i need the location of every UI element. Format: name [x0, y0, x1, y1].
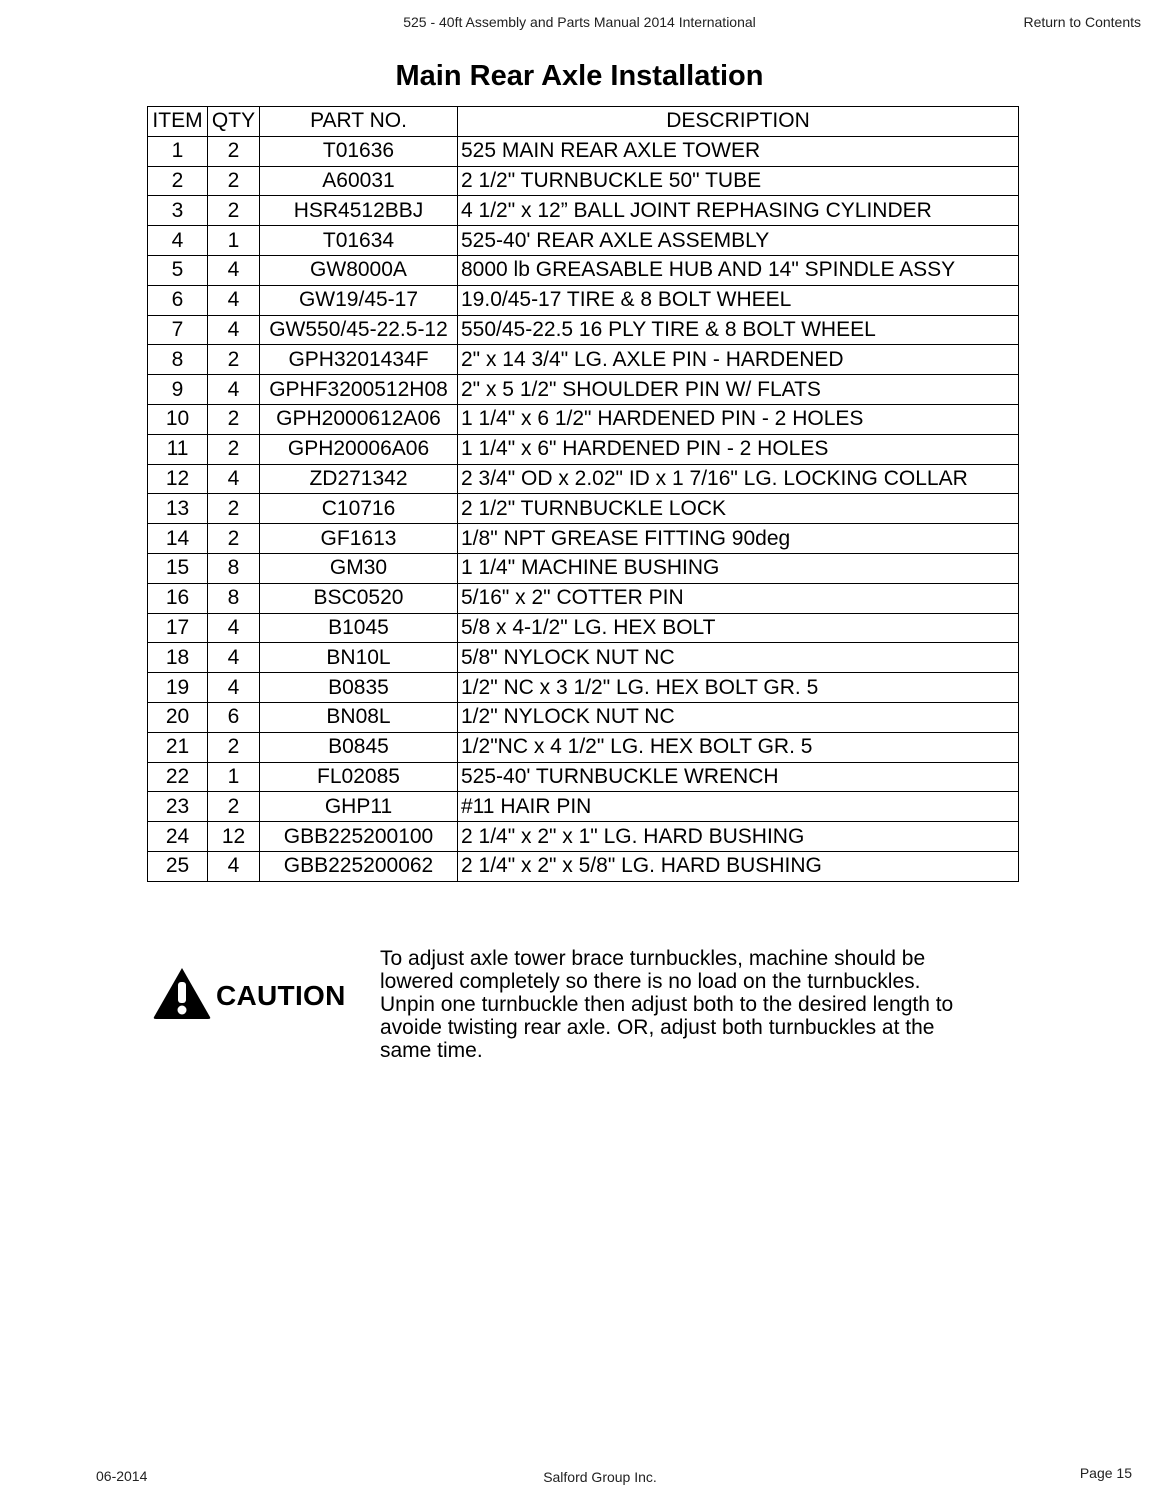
- cell-item: 21: [148, 732, 208, 762]
- table-row: [148, 434, 1019, 464]
- cell-part-no: B1045: [260, 613, 458, 643]
- cell-item: 22: [148, 762, 208, 792]
- cell-item: 5: [148, 255, 208, 285]
- cell-part-no: HSR4512BBJ: [260, 196, 458, 226]
- cell-part-no: FL02085: [260, 762, 458, 792]
- cell-qty: 8: [208, 553, 260, 583]
- cell-part-no: ZD271342: [260, 464, 458, 494]
- caution-label-group: [152, 966, 346, 1025]
- cell-item: 19: [148, 673, 208, 703]
- cell-part-no: BN08L: [260, 702, 458, 732]
- cell-part-no: A60031: [260, 166, 458, 196]
- cell-qty: 2: [208, 404, 260, 434]
- cell-item: 15: [148, 553, 208, 583]
- cell-part-no: GW19/45-17: [260, 285, 458, 315]
- cell-qty: 4: [208, 315, 260, 345]
- caution-text-line: Unpin one turnbuckle then adjust both to the desired length to: [380, 993, 954, 1016]
- cell-item: 4: [148, 226, 208, 256]
- cell-part-no: GW8000A: [260, 255, 458, 285]
- table-row: [148, 673, 1019, 703]
- cell-part-no: GW550/45-22.5-12: [260, 315, 458, 345]
- cell-qty: 12: [208, 822, 260, 852]
- cell-item: 3: [148, 196, 208, 226]
- table-row: [148, 255, 1019, 285]
- cell-part-no: GPHF3200512H08: [260, 375, 458, 405]
- cell-description: 5/8 x 4-1/2" LG. HEX BOLT: [458, 613, 1019, 643]
- table-row: [148, 404, 1019, 434]
- cell-part-no: GM30: [260, 553, 458, 583]
- table-row: [148, 643, 1019, 673]
- cell-qty: 8: [208, 583, 260, 613]
- warning-triangle-icon: [152, 966, 212, 1025]
- cell-qty: 2: [208, 434, 260, 464]
- cell-qty: 2: [208, 792, 260, 822]
- cell-part-no: B0845: [260, 732, 458, 762]
- caution-label: CAUTION: [216, 979, 346, 1011]
- cell-description: 1 1/4" x 6" HARDENED PIN - 2 HOLES: [458, 434, 1019, 464]
- table-row: [148, 613, 1019, 643]
- cell-qty: 1: [208, 226, 260, 256]
- caution-text-line: avoide twisting rear axle. OR, adjust both turnbuckles at the: [380, 1016, 935, 1039]
- cell-item: 17: [148, 613, 208, 643]
- cell-description: 5/16" x 2" COTTER PIN: [458, 583, 1019, 613]
- cell-description: 2 1/4" x 2" x 1" LG. HARD BUSHING: [458, 822, 1019, 852]
- table-row: [148, 583, 1019, 613]
- footer-date: 06-2014: [96, 1468, 148, 1484]
- cell-description: 525-40' TURNBUCKLE WRENCH: [458, 762, 1019, 792]
- table-row: [148, 196, 1019, 226]
- cell-part-no: GBB225200100: [260, 822, 458, 852]
- column-header-description: DESCRIPTION: [458, 107, 1019, 137]
- table-row: [148, 375, 1019, 405]
- cell-item: 24: [148, 822, 208, 852]
- cell-description: 2 1/2" TURNBUCKLE 50" TUBE: [458, 166, 1019, 196]
- table-row: [148, 285, 1019, 315]
- table-row: [148, 315, 1019, 345]
- table-row: [148, 494, 1019, 524]
- cell-item: 8: [148, 345, 208, 375]
- cell-qty: 2: [208, 494, 260, 524]
- cell-part-no: GF1613: [260, 524, 458, 554]
- cell-item: 7: [148, 315, 208, 345]
- cell-part-no: GPH2000612A06: [260, 404, 458, 434]
- cell-description: 1/8" NPT GREASE FITTING 90deg: [458, 524, 1019, 554]
- cell-qty: 2: [208, 166, 260, 196]
- cell-part-no: B0835: [260, 673, 458, 703]
- cell-description: 550/45-22.5 16 PLY TIRE & 8 BOLT WHEEL: [458, 315, 1019, 345]
- cell-description: 19.0/45-17 TIRE & 8 BOLT WHEEL: [458, 285, 1019, 315]
- caution-text-line: To adjust axle tower brace turnbuckles, machine should be: [380, 947, 926, 970]
- return-to-contents-link[interactable]: Return to Contents: [1023, 14, 1141, 30]
- cell-qty: 2: [208, 196, 260, 226]
- cell-item: 18: [148, 643, 208, 673]
- cell-description: #11 HAIR PIN: [458, 792, 1019, 822]
- cell-qty: 4: [208, 673, 260, 703]
- cell-item: 13: [148, 494, 208, 524]
- cell-part-no: BSC0520: [260, 583, 458, 613]
- cell-qty: 4: [208, 851, 260, 881]
- cell-description: 1 1/4" MACHINE BUSHING: [458, 553, 1019, 583]
- cell-description: 2 3/4" OD x 2.02" ID x 1 7/16" LG. LOCKING COLLAR: [458, 464, 1019, 494]
- cell-part-no: T01636: [260, 136, 458, 166]
- cell-qty: 4: [208, 375, 260, 405]
- cell-qty: 2: [208, 732, 260, 762]
- cell-item: 11: [148, 434, 208, 464]
- caution-text: [380, 947, 1020, 1062]
- cell-description: 2" x 5 1/2" SHOULDER PIN W/ FLATS: [458, 375, 1019, 405]
- cell-part-no: BN10L: [260, 643, 458, 673]
- table-row: [148, 732, 1019, 762]
- footer-page-number: Page 15: [1079, 1465, 1132, 1481]
- caution-text-line: lowered completely so there is no load on the turnbuckles.: [380, 970, 921, 993]
- cell-item: 20: [148, 702, 208, 732]
- cell-qty: 1: [208, 762, 260, 792]
- header-manual-title: 525 - 40ft Assembly and Parts Manual 2014 International: [403, 14, 756, 30]
- column-header-item: ITEM: [148, 107, 208, 137]
- cell-item: 12: [148, 464, 208, 494]
- cell-item: 2: [148, 166, 208, 196]
- cell-qty: 4: [208, 613, 260, 643]
- parts-table: [147, 106, 1019, 882]
- caution-text-line: same time.: [380, 1039, 483, 1062]
- cell-item: 14: [148, 524, 208, 554]
- column-header-part-no: PART NO.: [260, 107, 458, 137]
- table-row: [148, 792, 1019, 822]
- table-row: [148, 524, 1019, 554]
- cell-description: 8000 lb GREASABLE HUB AND 14" SPINDLE ASSY: [458, 255, 1019, 285]
- page-title: Main Rear Axle Installation: [395, 60, 764, 92]
- table-header-row: [148, 107, 1019, 137]
- cell-qty: 2: [208, 524, 260, 554]
- column-header-qty: QTY: [208, 107, 260, 137]
- cell-description: 1 1/4" x 6 1/2" HARDENED PIN - 2 HOLES: [458, 404, 1019, 434]
- cell-qty: 2: [208, 345, 260, 375]
- cell-description: 1/2" NC x 3 1/2" LG. HEX BOLT GR. 5: [458, 673, 1019, 703]
- table-row: [148, 226, 1019, 256]
- table-row: [148, 762, 1019, 792]
- table-row: [148, 136, 1019, 166]
- table-row: [148, 345, 1019, 375]
- cell-part-no: GPH3201434F: [260, 345, 458, 375]
- cell-part-no: GPH20006A06: [260, 434, 458, 464]
- table-row: [148, 553, 1019, 583]
- cell-description: 2" x 14 3/4" LG. AXLE PIN - HARDENED: [458, 345, 1019, 375]
- table-row: [148, 166, 1019, 196]
- cell-qty: 4: [208, 255, 260, 285]
- cell-part-no: T01634: [260, 226, 458, 256]
- cell-qty: 2: [208, 136, 260, 166]
- cell-item: 16: [148, 583, 208, 613]
- cell-description: 2 1/2" TURNBUCKLE LOCK: [458, 494, 1019, 524]
- cell-description: 525 MAIN REAR AXLE TOWER: [458, 136, 1019, 166]
- footer-company: Salford Group Inc.: [543, 1469, 657, 1485]
- cell-description: 2 1/4" x 2" x 5/8" LG. HARD BUSHING: [458, 851, 1019, 881]
- cell-qty: 4: [208, 464, 260, 494]
- cell-item: 10: [148, 404, 208, 434]
- cell-qty: 4: [208, 643, 260, 673]
- table-row: [148, 464, 1019, 494]
- cell-part-no: C10716: [260, 494, 458, 524]
- table-row: [148, 702, 1019, 732]
- cell-item: 1: [148, 136, 208, 166]
- cell-description: 1/2" NYLOCK NUT NC: [458, 702, 1019, 732]
- cell-qty: 6: [208, 702, 260, 732]
- cell-item: 6: [148, 285, 208, 315]
- table-row: [148, 822, 1019, 852]
- cell-item: 23: [148, 792, 208, 822]
- cell-part-no: GBB225200062: [260, 851, 458, 881]
- cell-item: 25: [148, 851, 208, 881]
- cell-description: 525-40' REAR AXLE ASSEMBLY: [458, 226, 1019, 256]
- cell-description: 1/2"NC x 4 1/2" LG. HEX BOLT GR. 5: [458, 732, 1019, 762]
- cell-qty: 4: [208, 285, 260, 315]
- cell-item: 9: [148, 375, 208, 405]
- cell-description: 5/8" NYLOCK NUT NC: [458, 643, 1019, 673]
- cell-part-no: GHP11: [260, 792, 458, 822]
- cell-description: 4 1/2" x 12” BALL JOINT REPHASING CYLINDER: [458, 196, 1019, 226]
- table-row: [148, 851, 1019, 881]
